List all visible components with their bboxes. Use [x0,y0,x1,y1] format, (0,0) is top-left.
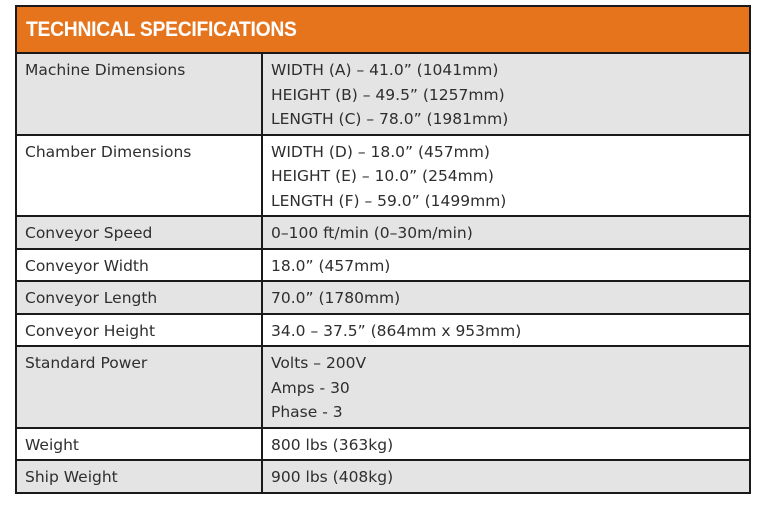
spec-value [262,135,749,217]
spec-row-conveyor-speed [17,216,749,249]
spec-value-line: Volts – 200V [271,354,367,372]
spec-row-standard-power [17,346,749,428]
spec-value-line: 70.0” (1780mm) [271,289,401,307]
spec-label: Weight [17,428,262,461]
spec-value-line: LENGTH (C) – 78.0” (1981mm) [271,110,509,128]
spec-table [15,5,751,494]
spec-value [262,314,749,347]
spec-value-line: 800 lbs (363kg) [271,435,394,454]
spec-value [262,346,749,428]
spec-value [262,281,749,314]
spec-value-line: WIDTH (D) – 18.0” (457mm) [271,142,490,161]
spec-row-ship-weight [17,460,749,492]
spec-label: Conveyor Width [17,249,262,282]
spec-value-line: HEIGHT (B) – 49.5” (1257mm) [271,85,505,104]
spec-value-line: 0–100 ft/min (0–30m/min) [271,224,473,242]
spec-value-line: Amps - 30 [271,378,350,397]
spec-value [262,460,749,492]
spec-label: Conveyor Height [17,314,262,347]
spec-value [262,428,749,461]
spec-row-chamber-dimensions [17,135,749,217]
spec-row-machine-dimensions [17,54,749,135]
spec-title: TECHNICAL SPECIFICATIONS [26,17,297,41]
spec-value-line: 34.0 – 37.5” (864mm x 953mm) [271,321,522,340]
spec-label: Chamber Dimensions [17,135,262,217]
spec-value-line: 18.0” (457mm) [271,256,391,275]
spec-label: Standard Power [17,346,262,428]
spec-value-line: HEIGHT (E) – 10.0” (254mm) [271,167,494,185]
spec-grid [17,54,749,492]
spec-row-weight [17,428,749,461]
spec-value [262,54,749,135]
spec-value-line: WIDTH (A) – 41.0” (1041mm) [271,61,499,79]
spec-row-conveyor-height [17,314,749,347]
spec-value [262,216,749,249]
spec-row-conveyor-length [17,281,749,314]
spec-header [17,7,749,54]
spec-value-line: 900 lbs (408kg) [271,468,394,486]
spec-label: Conveyor Length [17,281,262,314]
spec-label: Ship Weight [17,460,262,492]
spec-value-line: Phase - 3 [271,403,343,421]
spec-label: Conveyor Speed [17,216,262,249]
spec-value [262,249,749,282]
spec-value-line: LENGTH (F) – 59.0” (1499mm) [271,191,507,210]
spec-row-conveyor-width [17,249,749,282]
spec-label: Machine Dimensions [17,54,262,135]
